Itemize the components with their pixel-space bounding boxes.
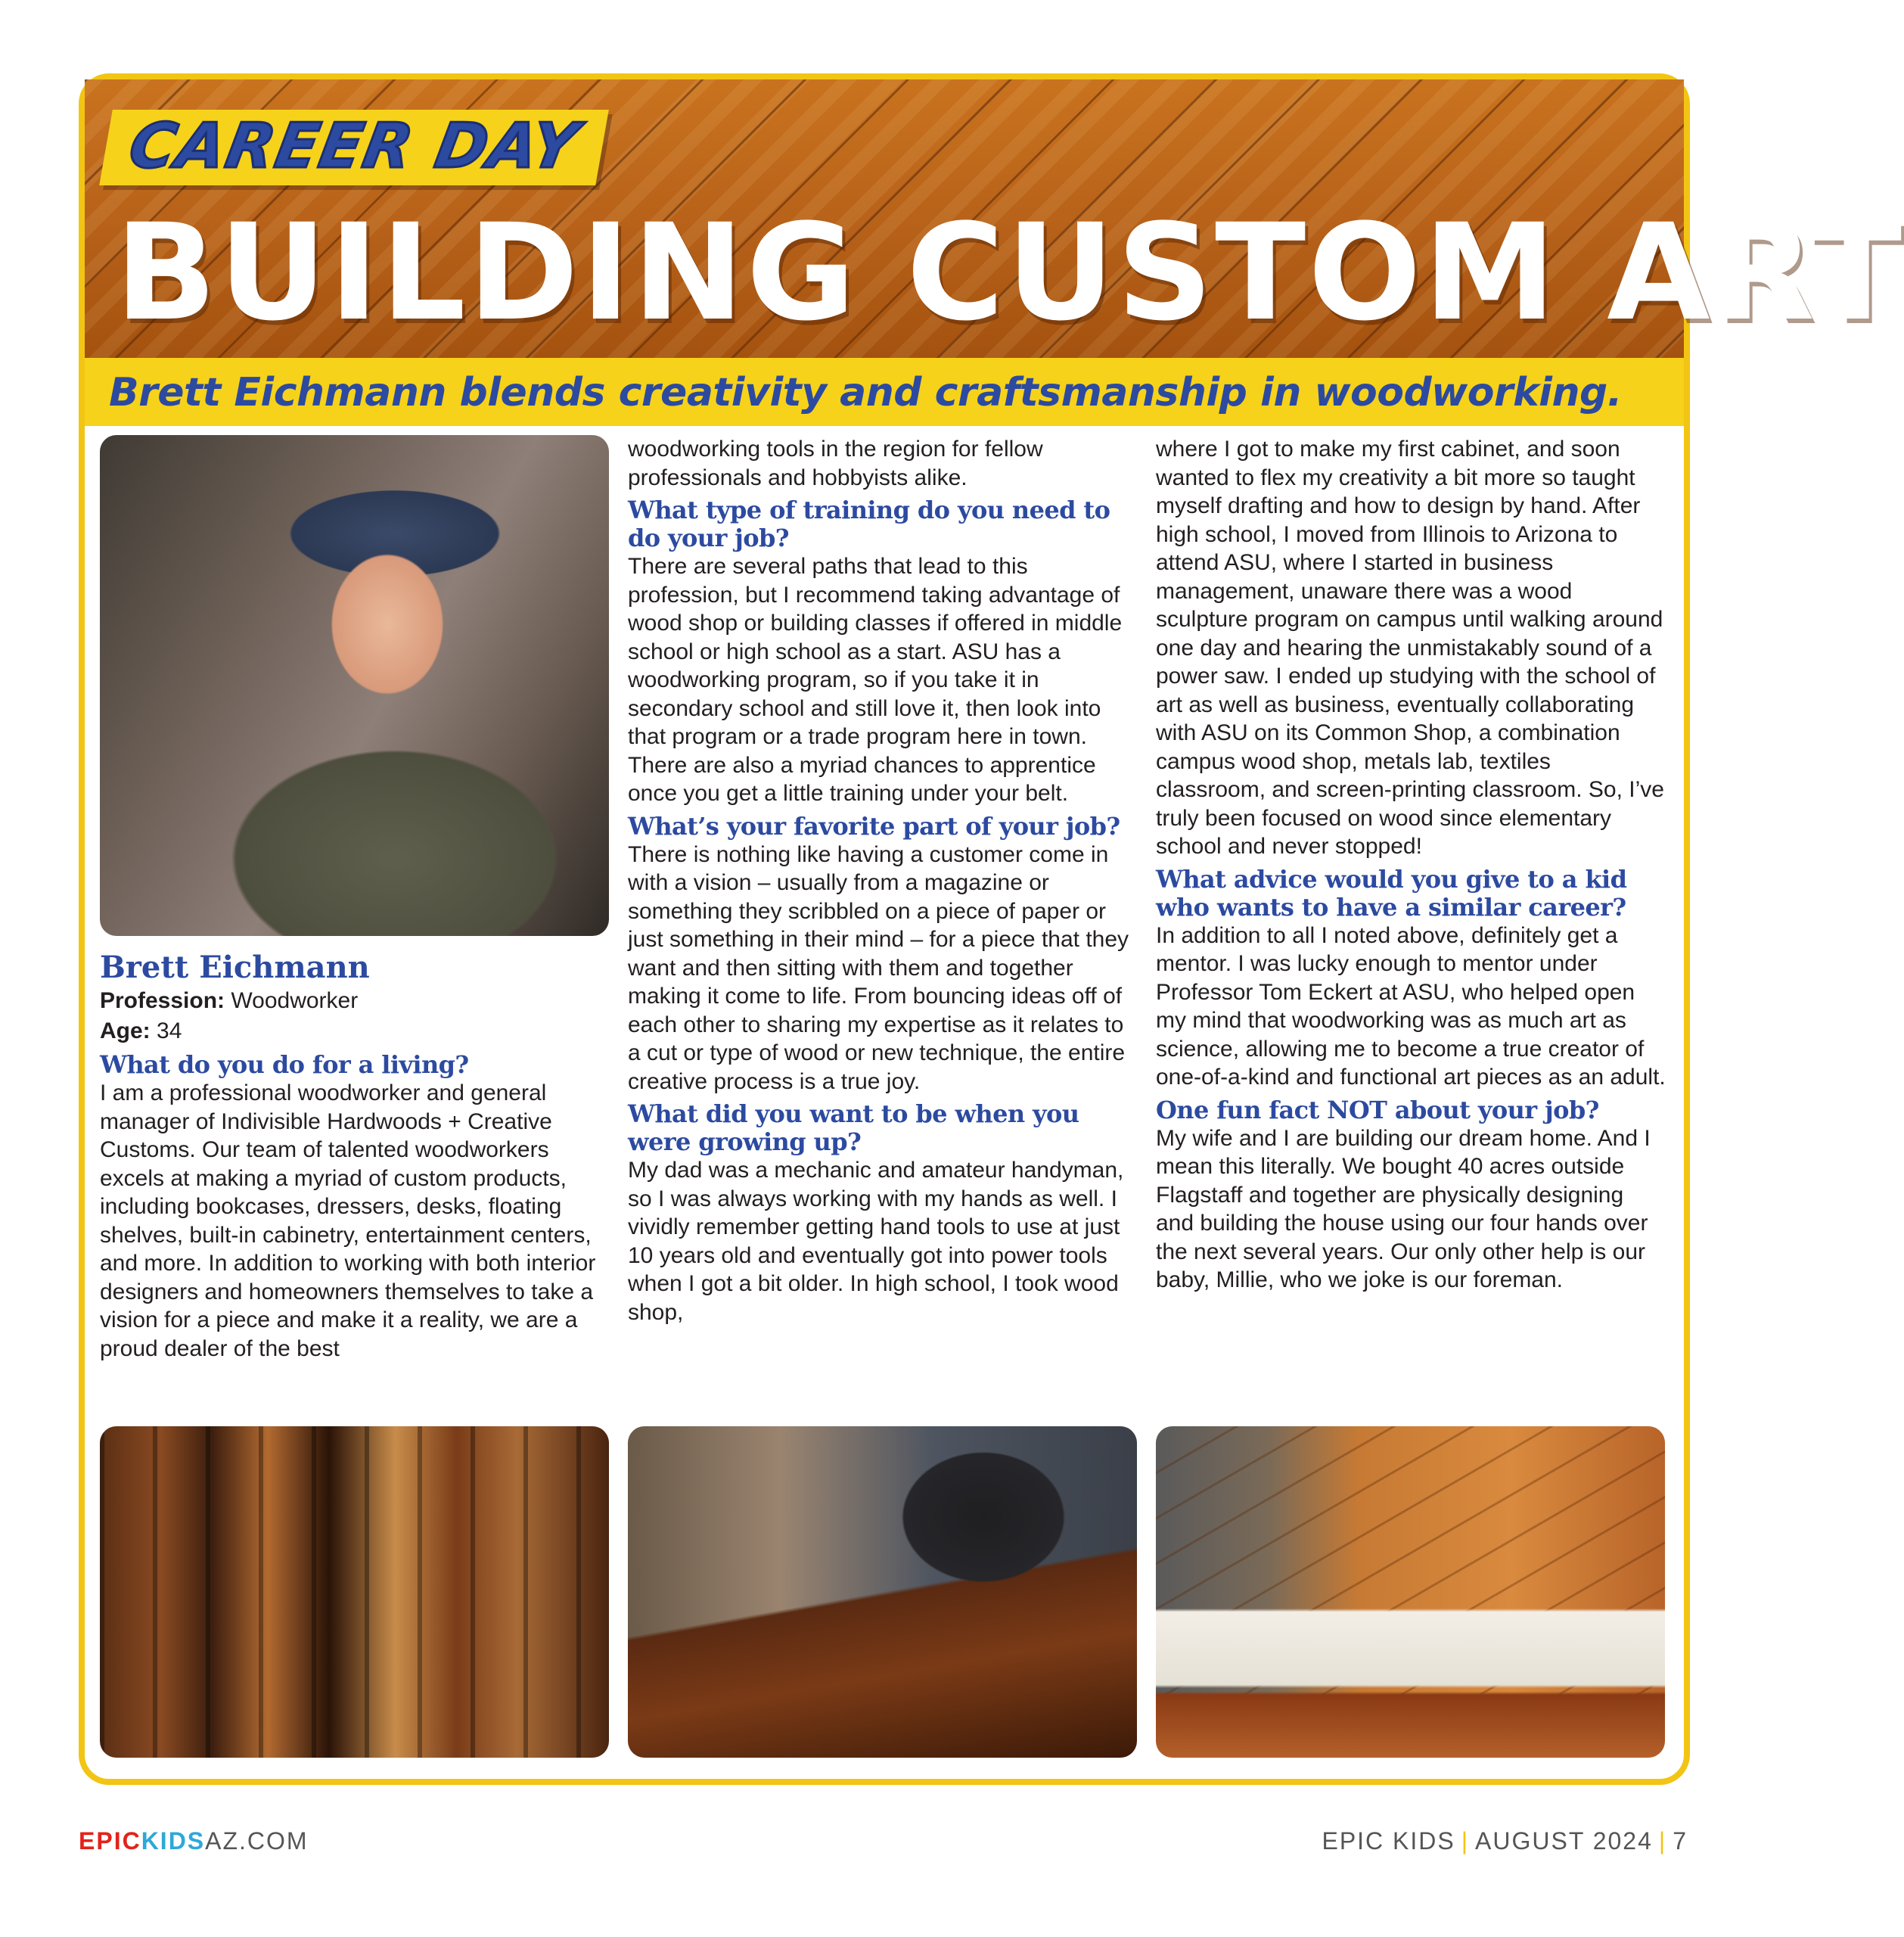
folio-divider: | [1461, 1827, 1470, 1855]
answer-growing-up: My dad was a mechanic and amateur handyman, so I was always working with my hands as well. I vividly remember getting hand tools to use at just 10 years old and eventually got into power tools when I got a bit older. In high school, I took wood shop, [628, 1158, 1124, 1325]
subtitle-bar [85, 358, 1684, 426]
wood-banner [85, 79, 1904, 358]
page-number: 7 [1673, 1827, 1688, 1855]
profession-value: Woodworker [231, 988, 359, 1013]
question-training: What type of training do you need to do your job? [628, 496, 1110, 552]
site-kids: KIDS [141, 1827, 206, 1855]
subtitle: Brett Eichmann blends creativity and craftsmanship in woodworking. [109, 370, 1622, 415]
profile-name: Brett Eichmann [100, 950, 370, 985]
age-row [100, 1016, 607, 1046]
footer-site[interactable] [79, 1827, 309, 1855]
question-fun-fact: One fun fact NOT about your job? [1156, 1095, 1599, 1124]
issue-date: AUGUST 2024 [1475, 1827, 1653, 1855]
answer-living: I am a professional woodworker and general manager of Indivisible Hardwoods + Creative Customs. Our team of talented woodworkers excels at making a myriad of custom products, including bookcases, dressers, desks, floating shelves, built-in cabinetry, entertainment centers, and more. In addition to working with both interior designers and homeowners themselves to take a vision for a piece and make it a reality, we are a proud dealer of the best [100, 1080, 596, 1361]
profession-label: Profession: [100, 988, 225, 1013]
footer-folio [1322, 1827, 1688, 1855]
profession-row [100, 986, 607, 1016]
site-rest: AZ.COM [205, 1827, 309, 1855]
answer-living-continued: woodworking tools in the region for fellow professionals and hobbyists alike. [628, 437, 1043, 490]
table-polishing-photo [628, 1426, 1137, 1758]
publication-name: EPIC KIDS [1322, 1827, 1455, 1855]
answer-advice: In addition to all I noted above, definitely get a mentor. I was lucky enough to mentor under Professor Tom Eckert at ASU, who helped open my mind that woodworking was as much art as science, allowing me to become a true creator of one-of-a-kind and functional art pieces as an adult. [1156, 922, 1666, 1090]
site-epic: EPIC [79, 1827, 141, 1855]
answer-training: There are several paths that lead to this profession, but I recommend taking advantage of wood shop or building classes if offered in middle school or high school as a start. ASU has a woodworking program, so if you take it in secondary school and still love it, then look into that program or a trade program here in town. There are also a myriad chances to apprentice once you get a little training under your belt. [628, 554, 1123, 806]
age-value: 34 [157, 1018, 182, 1043]
question-growing-up: What did you want to be when you were growing up? [628, 1099, 1079, 1156]
portrait-photo [100, 435, 609, 936]
answer-growing-up-continued: where I got to make my first cabinet, and soon wanted to flex my creativity a bit more so taught myself drafting and how to design by hand. After high school, I moved from Illinois to Arizona to attend ASU, where I started in business management, unaware there was a wood sculpture program on campus until walking around one day and hearing the unmistakably sound of a power saw. I ended up studying with the school of art as well as business, eventually collaborating with ASU on its Common Shop, a combination campus wood shop, metals lab, textiles classroom, and screen-printing classroom. So, I’ve truly been focused on wood since elementary school and never stopped! [1156, 437, 1664, 859]
answer-favorite: There is nothing like having a customer come in with a vision – usually from a magazine or something they scribbled on a piece of paper or just something in their mind – for a piece that they want and then sitting with them and together making it come to life. From bouncing ideas off of each other to sharing my expertise as it relates to a cut or type of wood or new technique, the entire creative process is a true joy. [628, 841, 1129, 1094]
question-favorite: What’s your favorite part of your job? [628, 811, 1120, 841]
column-2 [628, 435, 1138, 1326]
kicker-text: CAREER DAY [123, 110, 585, 182]
answer-fun-fact: My wife and I are building our dream home. And I mean this literally. We bought 40 acres outside Flagstaff and together are physically designing and building the house using our four hands over the next several years. Our only other help is our baby, Millie, who we joke is our foreman. [1156, 1125, 1651, 1292]
column-1 [100, 950, 607, 1363]
page-title: BUILDING CUSTOM ART [115, 195, 1904, 350]
career-day-badge [99, 110, 609, 185]
question-advice: What advice would you give to a kid who wants to have a similar career? [1156, 864, 1627, 922]
folio-divider: | [1658, 1827, 1667, 1855]
wood-slabs-photo [100, 1426, 609, 1758]
couch-room-photo [1156, 1426, 1665, 1758]
question-living: What do you do for a living? [100, 1050, 469, 1079]
column-3 [1156, 435, 1666, 1295]
age-label: Age: [100, 1018, 151, 1043]
